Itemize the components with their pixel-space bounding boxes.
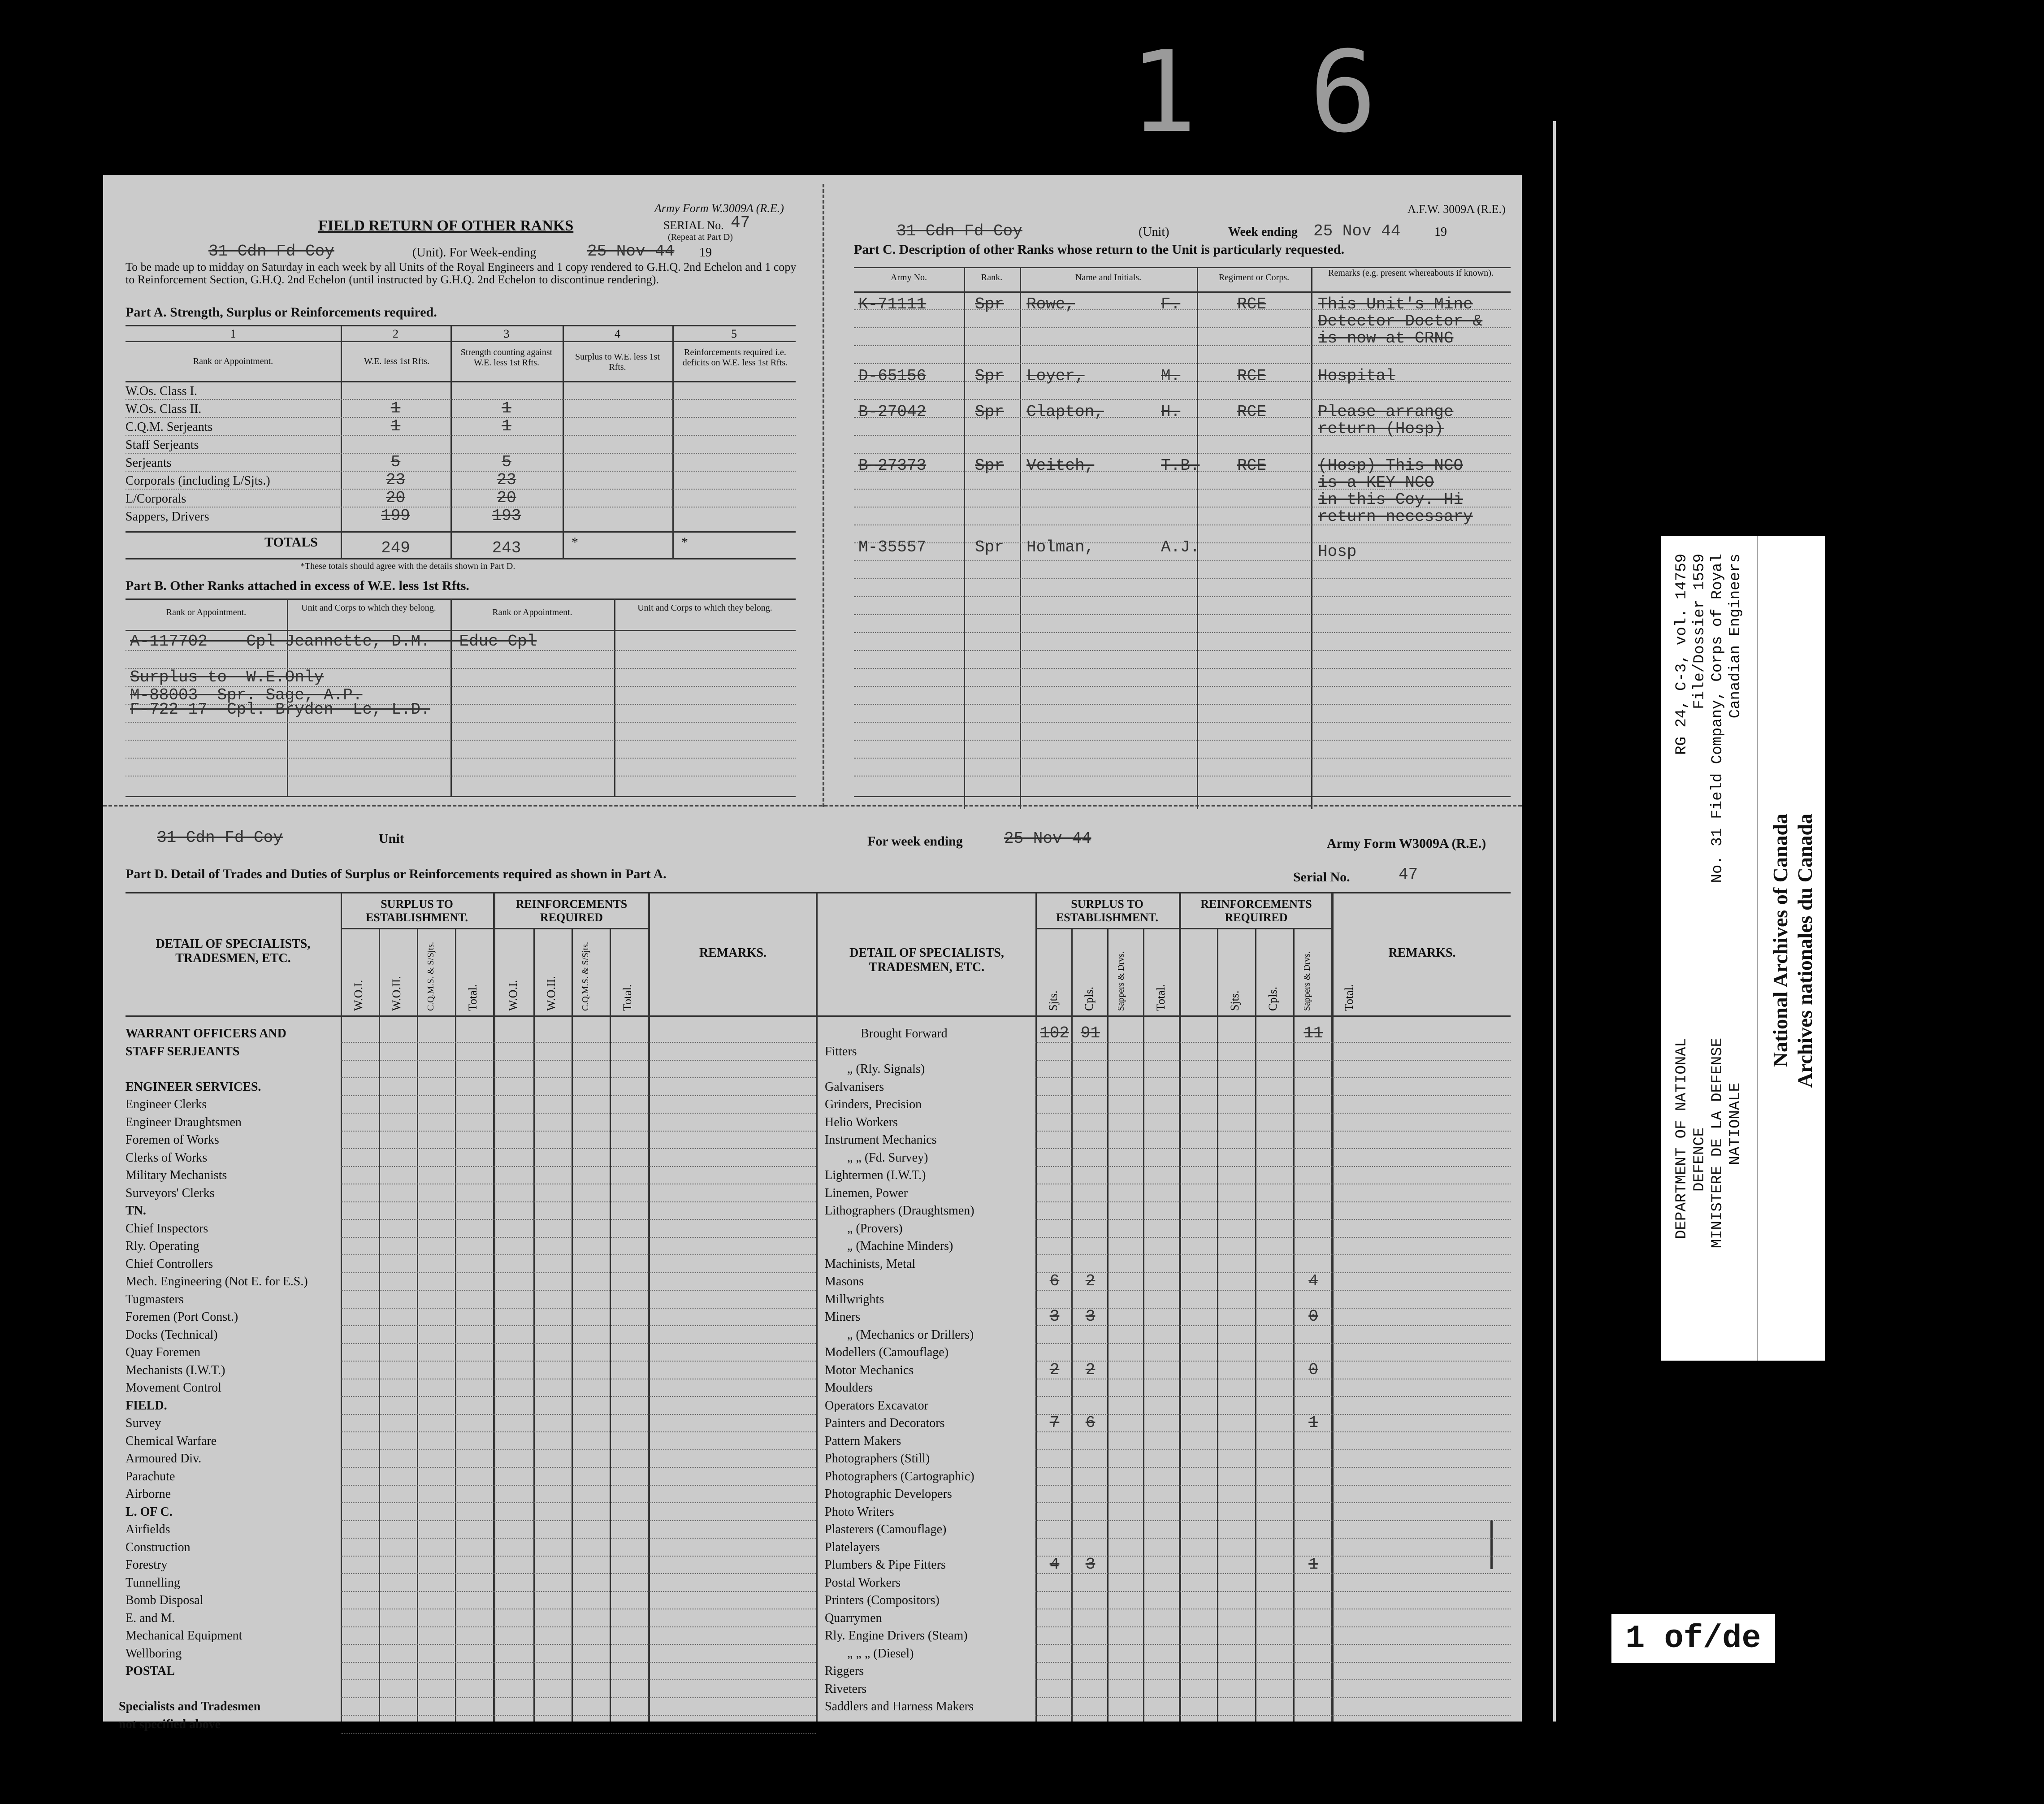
serial-label: SERIAL No. [663, 219, 724, 232]
trade-row-left: Tugmasters [126, 1292, 184, 1306]
part-c-head-remarks: Remarks (e.g. present whereabouts if known). [1328, 268, 1494, 278]
trade-count-s: 3 [1049, 1307, 1060, 1326]
trade-row-left: Rly. Operating [126, 1239, 199, 1253]
trade-row-left: ENGINEER SERVICES. [126, 1080, 261, 1094]
trade-row-left: Airborne [126, 1487, 171, 1501]
surplus-header-left: SURPLUS TO ESTABLISHMENT. [365, 898, 468, 924]
part-c-remark: Hosp [1318, 542, 1357, 561]
reinf-header-left: REINFORCEMENTS REQUIRED [515, 898, 628, 924]
col-head-rank: Rank or Appointment. [193, 356, 273, 366]
archive-ref-1: RG 24, C-3, vol. 14759 [1673, 554, 1690, 755]
trade-count-c: 6 [1085, 1414, 1096, 1432]
part-c-remark: Detector Doctor & [1318, 312, 1483, 330]
part-b-head-rank2: Rank or Appointment. [492, 607, 572, 617]
part-c-name: Clapton, [1026, 403, 1104, 421]
trade-row-right: Platelayers [825, 1540, 880, 1554]
part-c-rank: Spr [975, 403, 1004, 421]
archive-dept-1: DEPARTMENT OF NATIONAL [1673, 1038, 1690, 1239]
trade-row-right: Operators Excavator [825, 1398, 928, 1413]
part-c-remark: in this Coy. Hi [1318, 490, 1464, 509]
strength-value: 193 [492, 507, 521, 525]
trade-row-left: Forestry [126, 1558, 168, 1572]
part-c-head-corps: Regiment or Corps. [1218, 273, 1290, 282]
part-c-head-no: Army No. [890, 273, 927, 282]
week-value: 25 Nov 44 [587, 242, 675, 260]
we-value: 20 [385, 489, 406, 507]
part-a-row: Sappers, Drivers [126, 510, 209, 524]
trade-row-right: Millwrights [825, 1292, 884, 1306]
part-c-initials: F. [1161, 295, 1181, 313]
trade-row-right: Fitters [825, 1044, 857, 1058]
trade-row-right: Grinders, Precision [825, 1097, 922, 1111]
trade-row-left: Movement Control [126, 1381, 221, 1395]
trade-row-right: Modellers (Camouflage) [825, 1345, 949, 1359]
subcol-right: Sjts. [1047, 990, 1060, 1011]
totals-we: 249 [381, 539, 410, 557]
totals-label: TOTALS [264, 535, 318, 550]
part-b-entry: A-117702 Cpl Jeannette, D.M. Educ Cpl [130, 632, 537, 650]
archive-dept-2: DEFENCE [1691, 1128, 1708, 1192]
part-d-unit-label: Unit [379, 831, 404, 846]
trade-row-right: Lithographers (Draughtsmen) [825, 1204, 974, 1218]
trade-row-left: Tunnelling [126, 1575, 180, 1590]
trade-count-s: 7 [1049, 1414, 1060, 1432]
col-head-surplus: Surplus to W.E. less 1st Rfts. [575, 352, 660, 372]
subcol-left: C.Q.M.S. & S/Sjts. [426, 942, 436, 1011]
archive-nac-en: National Archives of Canada [1769, 814, 1792, 1067]
trade-count-c: 91 [1080, 1024, 1100, 1042]
col-num-4: 4 [615, 327, 620, 340]
part-c-initials: M. [1161, 367, 1181, 385]
trade-row-left: Chief Inspectors [126, 1221, 208, 1236]
repeat-note: (Repeat at Part D) [668, 232, 733, 242]
field-return-sheet [103, 175, 1522, 1731]
trade-row-right: Quarrymen [825, 1611, 882, 1625]
trade-row-right: Photographic Developers [825, 1487, 952, 1501]
part-a-row: C.Q.M. Serjeants [126, 420, 213, 434]
part-a-row: L/Corporals [126, 492, 186, 506]
part-b-entry: F-722 17 Cpl. Bryden Lc, L.D. [130, 700, 430, 719]
form-title: FIELD RETURN OF OTHER RANKS [318, 217, 574, 234]
trade-row-left: Mechanists (I.W.T.) [126, 1363, 225, 1377]
afw-label: A.F.W. 3009A (R.E.) [1407, 203, 1506, 216]
trade-row-left: Parachute [126, 1469, 175, 1483]
part-c-unit-label: (Unit) [1139, 225, 1169, 239]
unit-label: (Unit). For Week-ending [412, 246, 537, 260]
archive-label-card [1661, 536, 1824, 1361]
part-d-army-form: Army Form W3009A (R.E.) [1327, 836, 1486, 851]
we-value: 1 [390, 417, 401, 435]
trade-row-left: WARRANT OFFICERS AND [126, 1027, 286, 1041]
trade-row-right: Pattern Makers [825, 1434, 901, 1448]
part-b-head-rank: Rank or Appointment. [166, 607, 247, 617]
trade-count-s: 4 [1049, 1555, 1060, 1574]
trade-count-tot: 0 [1308, 1307, 1318, 1326]
trade-count-tot: 0 [1308, 1360, 1318, 1379]
part-c-year: 19 [1434, 225, 1447, 239]
serial-value: 47 [731, 213, 750, 232]
trade-row-left: Foremen of Works [126, 1133, 219, 1147]
col-head-reinf: Reinforcements required i.e. deficits on W.E. less 1st Rfts. [682, 347, 788, 368]
part-c-name: Loyer, [1026, 367, 1085, 385]
detail-header-left: DETAIL OF SPECIALISTS, TRADESMEN, ETC. [156, 937, 311, 965]
trade-row-right: Photographers (Still) [825, 1452, 930, 1466]
army-form-label: Army Form W.3009A (R.E.) [654, 202, 784, 215]
trade-row-left: FIELD. [126, 1398, 167, 1413]
part-c-unit: 31 Cdn Fd Coy [896, 222, 1022, 240]
surplus-header-right: SURPLUS TO ESTABLISHMENT. [1056, 898, 1159, 924]
trade-row-right: Riggers [825, 1664, 864, 1678]
part-b-entry: M-88003 Spr. Sage, A.P. [130, 686, 363, 704]
part-c-remark: This Unit's Mine [1318, 295, 1473, 313]
trade-row-right: Photographers (Cartographic) [825, 1469, 974, 1483]
trade-row-right: Brought Forward [861, 1027, 948, 1041]
remarks-header-right: REMARKS. [1388, 946, 1456, 960]
trade-row-left: E. and M. [126, 1611, 175, 1625]
trade-row-left: Construction [126, 1540, 191, 1554]
subcol-right: Sappers & Drvs. [1116, 951, 1126, 1011]
part-c-initials: T.B. [1161, 456, 1200, 475]
trade-count-s: 102 [1040, 1024, 1069, 1042]
trade-row-right: Postal Workers [825, 1575, 901, 1590]
trade-row-left: Mechanical Equipment [126, 1629, 243, 1643]
part-c-army-no: B-27042 [858, 403, 927, 421]
part-c-name: Veitch, [1026, 456, 1095, 475]
subcol-right: Total. [1342, 984, 1355, 1011]
subcol-right: Sjts. [1228, 990, 1241, 1011]
trade-row-left: Wellboring [126, 1646, 182, 1661]
trade-row-left: not specified above [119, 1717, 221, 1731]
trade-row-right: Lightermen (I.W.T.) [825, 1168, 926, 1182]
part-c-army-no: D-65156 [858, 367, 927, 385]
trade-row-right: Helio Workers [825, 1115, 898, 1129]
part-c-rank: Spr [975, 538, 1004, 556]
col-head-strength: Strength counting against W.E. less 1st Rfts. [460, 347, 553, 368]
part-d-title: Part D. Detail of Trades and Duties of Surplus or Reinforcements required as shown in Part A. [126, 867, 667, 881]
trade-count-tot: 1 [1308, 1414, 1318, 1432]
totals-note: *These totals should agree with the details shown in Part D. [300, 561, 515, 571]
part-c-remark: return (Hosp) [1318, 420, 1444, 438]
trade-row-left: Engineer Clerks [126, 1097, 207, 1111]
trade-row-right: Masons [825, 1275, 864, 1288]
trade-row-left: Armoured Div. [126, 1452, 202, 1466]
part-a-row: W.Os. Class II. [126, 402, 202, 416]
part-c-remark: return necessary [1318, 507, 1473, 526]
trade-row-right: „ (Rly. Signals) [847, 1062, 925, 1076]
trade-count-c: 2 [1085, 1360, 1096, 1379]
part-b-title: Part B. Other Ranks attached in excess of W.E. less 1st Rfts. [126, 578, 469, 593]
frame-number: 1 6 [1130, 27, 1399, 157]
trade-row-right: „ (Mechanics or Drillers) [847, 1327, 974, 1342]
part-a-row: Serjeants [126, 456, 172, 470]
part-c-remark: (Hosp) This NCO [1318, 456, 1464, 475]
part-d-week-label: For week ending [867, 834, 963, 849]
trade-row-left: Surveyors' Clerks [126, 1186, 215, 1200]
archive-ref-3: No. 31 Field Company, Corps of Royal [1709, 554, 1726, 883]
trade-row-right: Machinists, Metal [825, 1257, 916, 1271]
part-c-head-rank: Rank. [981, 273, 1003, 282]
trade-row-left: Specialists and Tradesmen [119, 1700, 261, 1713]
trade-row-right: „ „ (Fd. Survey) [847, 1150, 928, 1165]
part-d-serial-label: Serial No. [1293, 870, 1350, 885]
trade-count-tot: 4 [1308, 1272, 1318, 1290]
copy-tag: 1 of/de [1611, 1614, 1775, 1663]
col-num-5: 5 [731, 327, 737, 340]
part-c-rank: Spr [975, 456, 1004, 475]
trade-row-right: Moulders [825, 1381, 873, 1395]
we-value: 199 [381, 507, 410, 525]
trade-count-s: 2 [1049, 1360, 1060, 1379]
part-c-rank: Spr [975, 295, 1004, 313]
trade-count-tot: 1 [1308, 1555, 1318, 1574]
trade-row-left: Mech. Engineering (Not E. for E.S.) [126, 1275, 308, 1288]
trade-row-right: Motor Mechanics [825, 1363, 914, 1377]
trade-row-right: Rly. Engine Drivers (Steam) [825, 1629, 968, 1643]
trade-row-left: Bomb Disposal [126, 1593, 204, 1607]
trade-row-left: Airfields [126, 1522, 170, 1536]
trade-count-c: 3 [1085, 1307, 1096, 1326]
col-head-we: W.E. less 1st Rfts. [364, 356, 429, 366]
archive-ref-4: Canadian Engineers [1727, 554, 1744, 719]
trade-row-left: Docks (Technical) [126, 1327, 218, 1342]
part-c-remark: is a KEY NCO [1318, 473, 1434, 492]
trade-row-left: L. OF C. [126, 1505, 173, 1519]
part-c-corps: RCE [1237, 456, 1266, 475]
part-a-title: Part A. Strength, Surplus or Reinforcements required. [126, 305, 437, 320]
trade-row-left: Foremen (Port Const.) [126, 1310, 238, 1324]
part-d-week-value: 25 Nov 44 [1004, 829, 1091, 848]
trade-count-c: 2 [1085, 1272, 1096, 1290]
trade-row-left: Quay Foremen [126, 1345, 201, 1359]
detail-header-right: DETAIL OF SPECIALISTS, TRADESMEN, ETC. [849, 946, 1004, 974]
part-c-rank: Spr [975, 367, 1004, 385]
part-c-head-name: Name and Initials. [1075, 273, 1142, 282]
archive-dept-4: NATIONALE [1727, 1083, 1744, 1165]
unit-value: 31 Cdn Fd Coy [208, 242, 334, 260]
trade-row-right: Plasterers (Camouflage) [825, 1522, 947, 1536]
subcol-left: Total. [466, 984, 479, 1011]
archive-nac-fr: Archives nationales du Canada [1793, 814, 1816, 1088]
totals-reinf-star: * [681, 535, 688, 550]
subcol-right: Cpls. [1266, 986, 1279, 1011]
trade-count-s: 6 [1049, 1272, 1060, 1290]
trade-row-left: TN. [126, 1204, 146, 1218]
subcol-right: Sappers & Drvs. [1302, 951, 1312, 1011]
trade-count-tot: 11 [1303, 1024, 1323, 1042]
part-c-name: Rowe, [1026, 295, 1075, 313]
subcol-left: W.O.II. [545, 976, 558, 1011]
totals-strength: 243 [492, 539, 521, 557]
part-d-unit: 31 Cdn Fd Coy [157, 828, 283, 847]
trade-row-right: Linemen, Power [825, 1186, 908, 1200]
subcol-left: W.O.I. [507, 980, 520, 1011]
col-num-2: 2 [393, 327, 398, 340]
subcol-right: Cpls. [1083, 986, 1096, 1011]
subcol-left: Total. [621, 984, 634, 1011]
reinf-header-right: REINFORCEMENTS REQUIRED [1200, 898, 1312, 924]
col-num-1: 1 [230, 327, 236, 340]
strength-value: 23 [497, 471, 516, 489]
trade-row-left: POSTAL [126, 1664, 175, 1678]
part-a-row: Corporals (including L/Sjts.) [126, 474, 270, 488]
part-c-army-no: M-35557 [858, 538, 927, 556]
trade-row-right: Plumbers & Pipe Fitters [825, 1558, 946, 1572]
year-label: 19 [699, 246, 712, 260]
trade-row-right: Riveters [825, 1682, 867, 1696]
subcol-left: W.O.I. [352, 980, 365, 1011]
trade-row-left: STAFF SERJEANTS [126, 1044, 240, 1058]
trade-row-right: Painters and Decorators [825, 1416, 945, 1430]
strength-value: 1 [502, 399, 511, 417]
trade-row-left: Clerks of Works [126, 1150, 208, 1165]
part-b-head-unit: Unit and Corps to which they belong. [301, 603, 436, 613]
remarks-header-left: REMARKS. [699, 946, 767, 960]
we-value: 1 [390, 399, 401, 417]
part-c-corps: RCE [1237, 403, 1266, 421]
part-b-head-unit2: Unit and Corps to which they belong. [637, 603, 772, 613]
part-c-name: Holman, [1026, 538, 1095, 556]
part-c-remark: is now at CRNG [1318, 329, 1454, 347]
subcol-left: C.Q.M.S. & S/Sjts. [580, 942, 590, 1011]
we-value: 23 [385, 471, 406, 489]
part-c-week-label: Week ending [1228, 225, 1298, 239]
trade-row-right: Instrument Mechanics [825, 1133, 937, 1147]
part-c-army-no: K-71111 [858, 295, 927, 313]
part-c-remark: Hospital [1318, 367, 1395, 385]
trade-row-right: Saddlers and Harness Makers [825, 1700, 974, 1713]
totals-surplus-star: * [572, 535, 578, 550]
part-c-week-value: 25 Nov 44 [1313, 222, 1401, 240]
trade-row-left: Survey [126, 1416, 161, 1430]
part-a-row: W.Os. Class I. [126, 384, 197, 398]
trade-row-right: Galvanisers [825, 1080, 884, 1094]
part-c-initials: H. [1161, 403, 1181, 421]
part-a-row: Staff Serjeants [126, 438, 199, 452]
trade-row-left: Military Mechanists [126, 1168, 227, 1182]
part-c-corps: RCE [1237, 367, 1266, 385]
we-value: 5 [390, 453, 401, 471]
trade-row-left: Engineer Draughtsmen [126, 1115, 242, 1129]
trade-row-right: Printers (Compositors) [825, 1593, 940, 1607]
trade-row-left: Chemical Warfare [126, 1434, 217, 1448]
trade-row-right: „ „ „ (Diesel) [847, 1646, 914, 1661]
trade-row-right: „ (Provers) [847, 1221, 903, 1236]
trade-count-c: 3 [1085, 1555, 1096, 1574]
trade-row-right: Photo Writers [825, 1505, 894, 1519]
part-b-entry: Surplus to W.E.Only [130, 668, 324, 686]
trade-row-right: „ (Machine Minders) [847, 1239, 953, 1253]
trade-row-left: Chief Controllers [126, 1257, 213, 1271]
part-c-corps: RCE [1237, 295, 1266, 313]
trade-row-right: Miners [825, 1310, 861, 1324]
part-c-title: Part C. Description of other Ranks whose return to the Unit is particularly requested. [854, 242, 1345, 257]
reel-divider [1553, 121, 1556, 1722]
instructions: To be made up to midday on Saturday in each week by all Units of the Royal Engineers and 1 copy rendered to G.H.Q. 2nd Echelon and 1 copy to Reinforcement Section, G.H.Q. 2nd Echelon (until instructed by G.H.Q. 2nd Echelon to discontinue rendering). [126, 260, 797, 286]
part-c-remark: Please arrange [1318, 403, 1454, 421]
strength-value: 20 [497, 489, 516, 507]
subcol-left: W.O.II. [390, 976, 403, 1011]
archive-dept-3: MINISTERE DE LA DEFENSE [1709, 1038, 1726, 1249]
part-d-serial-value: 47 [1399, 865, 1418, 884]
part-c-army-no: B-27373 [858, 456, 927, 475]
col-num-3: 3 [503, 327, 510, 340]
subcol-right: Total. [1154, 984, 1167, 1011]
part-c-initials: A.J. [1161, 538, 1200, 556]
strength-value: 1 [502, 417, 511, 435]
archive-ref-2: File/Dossier 1559 [1691, 554, 1708, 709]
strength-value: 5 [502, 453, 511, 471]
